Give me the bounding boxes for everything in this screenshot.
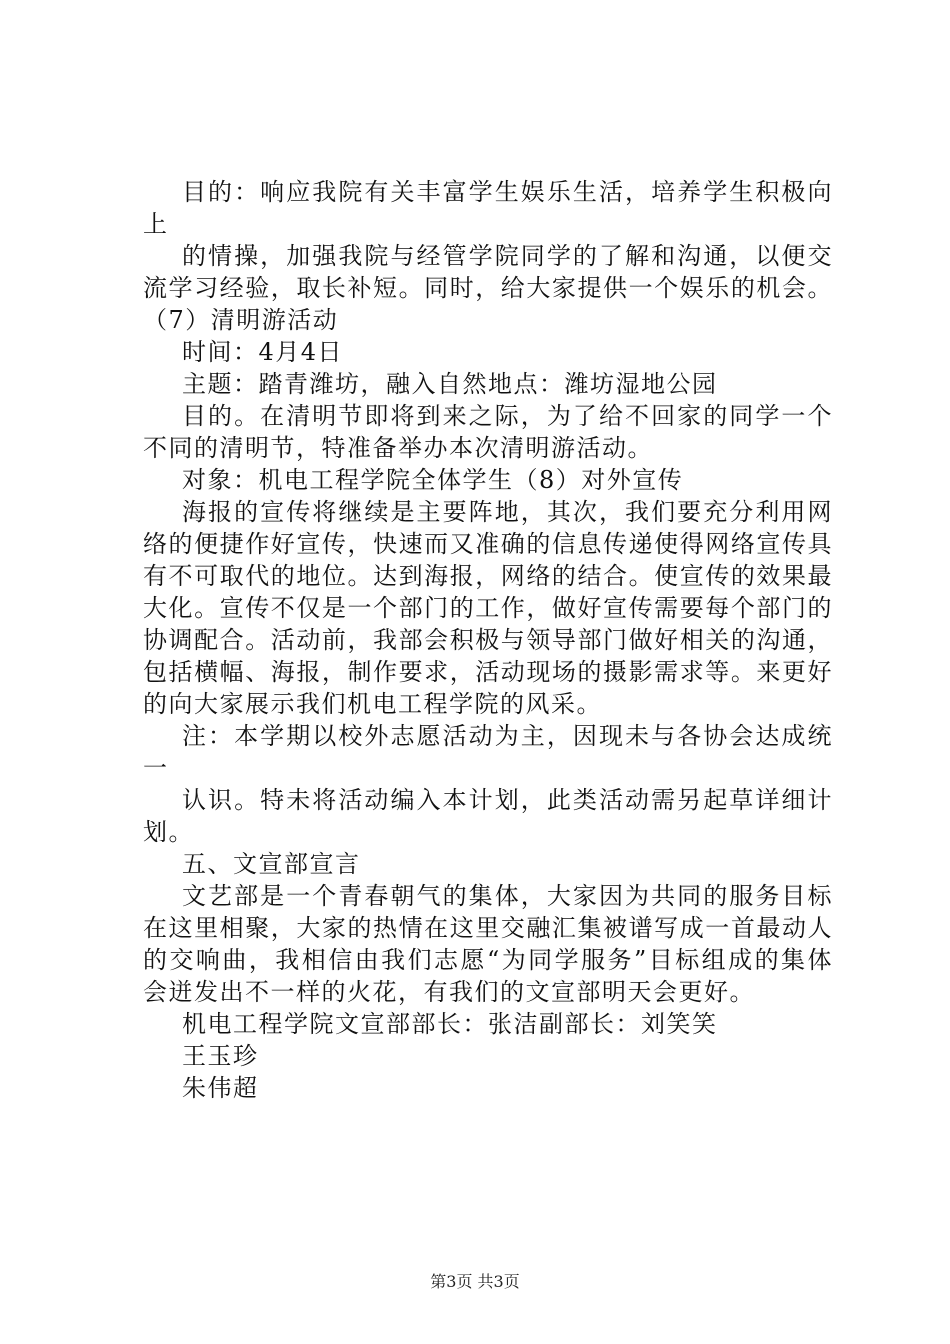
text-line: （7）清明游活动 xyxy=(143,306,339,334)
text-line: 有不可取代的地位。达到海报，网络的结合。使宣传的效果最 xyxy=(143,562,833,590)
text-line: 目的。在清明节即将到来之际，为了给不回家的同学一个 xyxy=(182,402,833,430)
text-line: 的交响曲，我相信由我们志愿“为同学服务”目标组成的集体 xyxy=(143,946,833,974)
text-line: 认识。特未将活动编入本计划，此类活动需另起草详细计 xyxy=(182,786,833,814)
signature-line: 王玉珍 xyxy=(182,1042,259,1070)
text-line: 流学习经验，取长补短。同时，给大家提供一个娱乐的机会。 xyxy=(143,274,833,302)
signature-line: 朱伟超 xyxy=(182,1074,259,1102)
page-number: 第3页 共3页 xyxy=(430,1272,520,1291)
text-line: 时间：4月4日 xyxy=(182,338,344,366)
text-line: 目的：响应我院有关丰富学生娱乐生活，培养学生积极向 xyxy=(182,178,833,206)
section-heading: 五、文宣部宣言 xyxy=(182,850,361,878)
text-line: 大化。宣传不仅是一个部门的工作，做好宣传需要每个部门的 xyxy=(143,594,833,622)
text-line: 的向大家展示我们机电工程学院的风采。 xyxy=(143,690,602,718)
text-line: 不同的清明节，特准备举办本次清明游活动。 xyxy=(143,434,653,462)
text-line: 文艺部是一个青春朝气的集体，大家因为共同的服务目标 xyxy=(182,882,833,910)
text-line: 在这里相聚，大家的热情在这里交融汇集被谱写成一首最动人 xyxy=(143,914,833,942)
signature-line: 机电工程学院文宣部部长：张洁副部长：刘笑笑 xyxy=(182,1010,718,1038)
text-line: 包括横幅、海报，制作要求，活动现场的摄影需求等。来更好 xyxy=(143,658,833,686)
text-line: 主题：踏青潍坊，融入自然地点：潍坊湿地公园 xyxy=(182,370,718,398)
text-line: 对象：机电工程学院全体学生（8）对外宣传 xyxy=(182,466,684,494)
text-line: 海报的宣传将继续是主要阵地，其次，我们要充分利用网 xyxy=(182,498,833,526)
text-line: 划。 xyxy=(143,818,194,846)
text-line: 协调配合。活动前，我部会积极与领导部门做好相关的沟通， xyxy=(143,626,833,654)
text-line: 络的便捷作好宣传，快速而又准确的信息传递使得网络宣传具 xyxy=(143,530,833,558)
text-line: 的情操，加强我院与经管学院同学的了解和沟通，以便交 xyxy=(182,242,833,270)
text-line: 一 xyxy=(143,754,169,782)
text-line: 注：本学期以校外志愿活动为主，因现未与各协会达成统 xyxy=(182,722,833,750)
text-line: 会迸发出不一样的火花，有我们的文宣部明天会更好。 xyxy=(143,978,755,1006)
document-body xyxy=(143,176,833,1104)
text-line: 上 xyxy=(143,210,169,238)
